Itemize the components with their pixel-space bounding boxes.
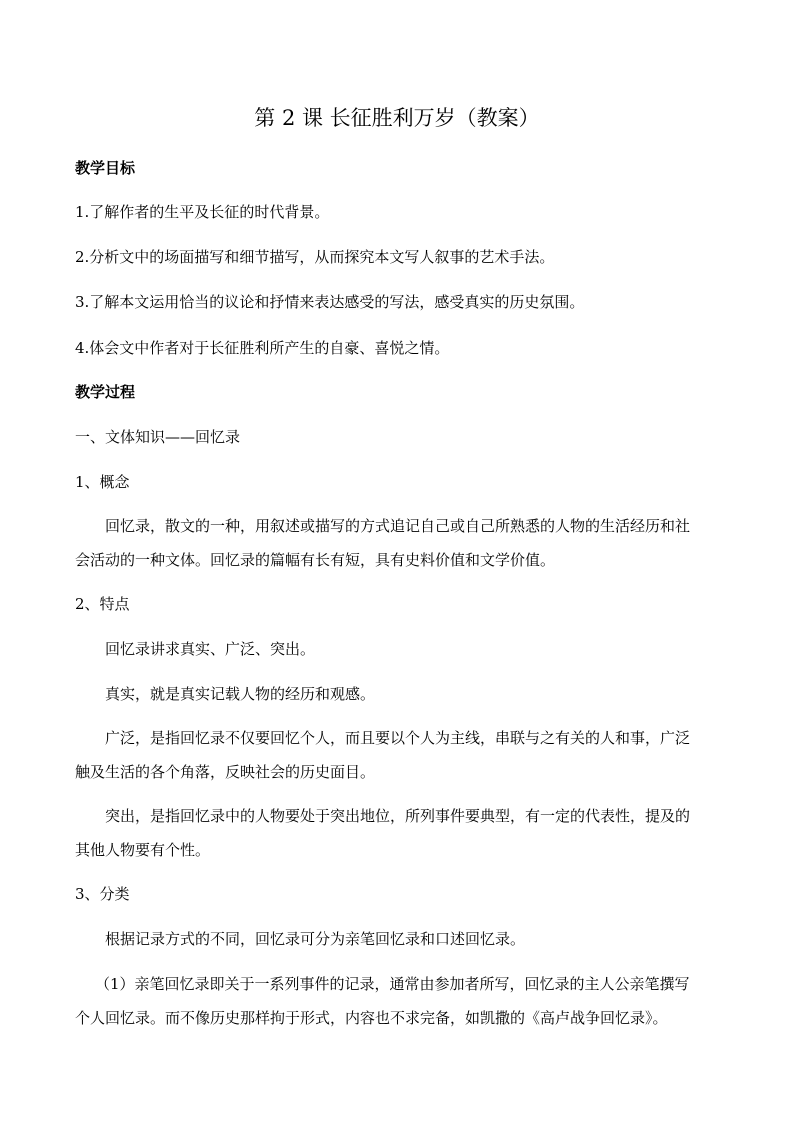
goal-item-2: 2.分析文中的场面描写和细节描写，从而探究本文写人叙事的艺术手法。 [75,248,555,266]
goal-item-1: 1.了解作者的生平及长征的时代背景。 [75,203,330,221]
page-title: 第 2 课 长征胜利万岁（教案） [254,106,540,130]
goal-item-3: 3.了解本文运用恰当的议论和抒情来表达感受的写法，感受真实的历史氛围。 [75,293,585,311]
part1-heading: 一、文体知识——回忆录 [75,428,241,446]
goal-item-4: 4.体会文中作者对于长征胜利所产生的自豪、喜悦之情。 [75,339,450,357]
features-heading: 2、特点 [75,595,130,613]
features-prominent-line1: 突出，是指回忆录中的人物要处于突出地位，所列事件要典型，有一定的代表性，提及的 [105,807,691,825]
section-heading-process: 教学过程 [75,383,136,401]
section-heading-goals: 教学目标 [75,159,136,177]
features-real: 真实，就是真实记载人物的经历和观感。 [105,685,376,703]
features-intro: 回忆录讲求真实、广泛、突出。 [105,640,316,658]
types-heading: 3、分类 [75,885,130,903]
features-broad-line2: 触及生活的各个角落，反映社会的历史面目。 [75,763,376,781]
concept-text-line1: 回忆录，散文的一种，用叙述或描写的方式追记自己或自己所熟悉的人物的生活经历和社 [105,517,691,535]
types-item1-line1: （1）亲笔回忆录即关于一系列事件的记录，通常由参加者所写，回忆录的主人公亲笔撰写 [95,975,690,993]
features-prominent-line2: 其他人物要有个性。 [75,841,211,859]
types-intro: 根据记录方式的不同，回忆录可分为亲笔回忆录和口述回忆录。 [105,930,526,948]
types-item1-line2: 个人回忆录。而不像历史那样拘于形式，内容也不求完备，如凯撒的《高卢战争回忆录》。 [75,1009,668,1027]
features-broad-line1: 广泛，是指回忆录不仅要回忆个人，而且要以个人为主线，串联与之有关的人和事，广泛 [105,729,691,747]
concept-text-line2: 会活动的一种文体。回忆录的篇幅有长有短，具有史料价值和文学价值。 [75,551,556,569]
concept-heading: 1、概念 [75,473,130,491]
